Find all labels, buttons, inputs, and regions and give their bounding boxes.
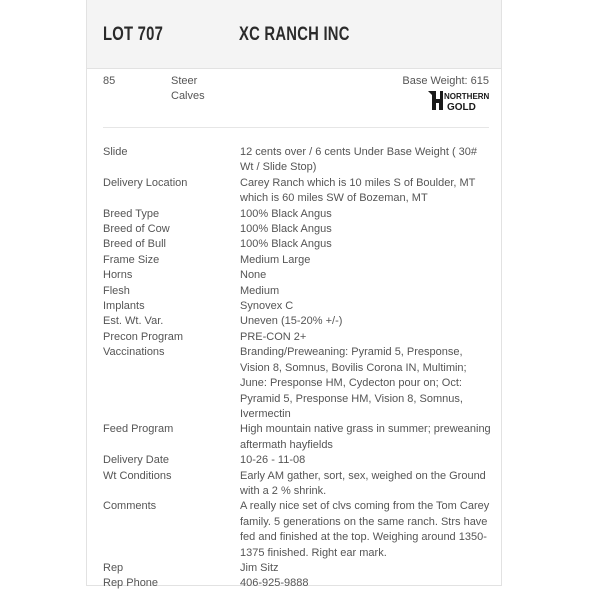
northern-gold-logo <box>427 89 489 113</box>
detail-row <box>103 499 493 561</box>
detail-label: Frame Size <box>103 253 160 266</box>
base-weight: Base Weight: 615 <box>402 75 489 87</box>
detail-row <box>103 299 493 314</box>
detail-label: Precon Program <box>103 330 184 343</box>
head-count: 85 <box>103 75 116 87</box>
detail-label: Delivery Location <box>103 176 188 189</box>
detail-row <box>103 237 493 252</box>
svg-text:NORTHERN: NORTHERN <box>444 92 489 101</box>
detail-row <box>103 330 493 345</box>
detail-label: Breed of Bull <box>103 238 166 251</box>
detail-value: 12 cents over / 6 cents Under Base Weight ( 30# Wt / Slide Stop) <box>240 146 478 174</box>
detail-value: Carey Ranch which is 10 miles S of Boulder, MT which is 60 miles SW of Bozeman, MT <box>240 176 476 205</box>
cattle-type <box>171 74 205 104</box>
lot-card <box>86 0 502 590</box>
detail-label: Est. Wt. Var. <box>103 315 164 328</box>
detail-row <box>103 469 493 500</box>
detail-row <box>103 345 493 422</box>
detail-label: Rep <box>103 561 124 574</box>
detail-label: Breed of Cow <box>103 223 170 236</box>
detail-label: Breed Type <box>103 207 160 220</box>
detail-value: Uneven (15-20% +/-) <box>240 315 343 328</box>
detail-label: Slide <box>103 146 128 158</box>
detail-value: Medium Large <box>240 253 311 266</box>
detail-label: Delivery Date <box>103 454 170 467</box>
detail-label: Comments <box>103 500 157 513</box>
detail-row <box>103 284 493 299</box>
detail-value: 10-26 - 11-08 <box>240 454 306 467</box>
lot-header <box>87 0 501 69</box>
detail-value: Early AM gather, sort, sex, weighed on the Ground with a 2 % shrink. <box>240 469 486 497</box>
detail-row <box>103 207 493 222</box>
detail-label: Feed Program <box>103 423 174 436</box>
detail-row <box>103 268 493 283</box>
detail-value: Branding/Preweaning: Pyramid 5, Presponse, Vision 8, Somnus, Bovilis Corona IN, Multimin; June: Presponse HM, Cydecton pour on; Oct: Pyramid 5, Presponse HM, Vision 8, Somnus, Ivermectin <box>240 346 467 420</box>
detail-value: 100% Black Angus <box>240 223 332 236</box>
cattle-type-line2: Calves <box>171 90 205 102</box>
detail-value: 100% Black Angus <box>240 238 332 251</box>
divider <box>103 127 489 128</box>
detail-row <box>103 561 493 576</box>
svg-text:GOLD: GOLD <box>447 102 476 113</box>
detail-value: Jim Sitz <box>240 561 279 574</box>
lot-number: LOT 707 <box>103 24 164 45</box>
ranch-name: XC RANCH INC <box>239 24 350 45</box>
detail-value: Synovex C <box>240 300 294 313</box>
detail-label: Implants <box>103 300 145 313</box>
detail-row <box>103 453 493 468</box>
detail-label: Flesh <box>103 284 130 297</box>
lot-details <box>103 145 493 592</box>
detail-label: Wt Conditions <box>103 469 172 482</box>
detail-row <box>103 253 493 268</box>
detail-row <box>103 422 493 453</box>
detail-value: 100% Black Angus <box>240 207 332 220</box>
detail-row <box>103 176 493 207</box>
detail-value: High mountain native grass in summer; preweaning aftermath hayfields <box>240 423 491 451</box>
detail-label: Rep Phone <box>103 577 159 590</box>
detail-row <box>103 145 493 176</box>
detail-row <box>103 222 493 237</box>
cattle-type-line1: Steer <box>171 75 198 87</box>
detail-value: None <box>240 269 267 282</box>
detail-value: 406-925-9888 <box>240 577 309 590</box>
detail-label: Horns <box>103 269 133 282</box>
detail-value: A really nice set of clvs coming from the Tom Carey family. 5 generations on the same ranch. Strs have fed and finished at the top. Weighing around 1350-1375 finished. Right ear mark. <box>240 500 490 559</box>
detail-label: Vaccinations <box>103 346 165 359</box>
detail-value: PRE-CON 2+ <box>240 330 307 343</box>
detail-value: Medium <box>240 284 280 297</box>
detail-row <box>103 576 493 591</box>
detail-row <box>103 314 493 329</box>
